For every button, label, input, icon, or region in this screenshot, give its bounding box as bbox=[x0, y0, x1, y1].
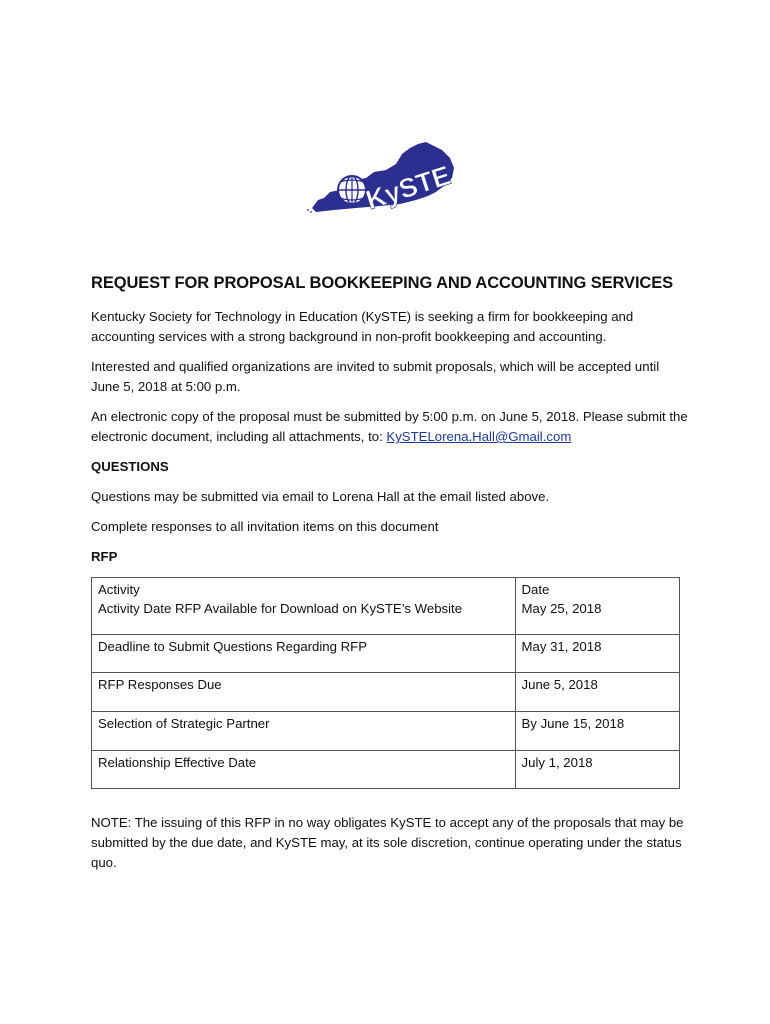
table-header-date: Date bbox=[521, 582, 550, 597]
invitation-paragraph: Interested and qualified organizations are invited to submit proposals, which will be accepted until June 5, 2018 at 5:00 p.m. bbox=[91, 359, 660, 394]
document-title: REQUEST FOR PROPOSAL BOOKKEEPING AND ACCOUNTING SERVICES bbox=[91, 274, 674, 292]
submission-paragraph bbox=[91, 407, 691, 447]
table-row bbox=[92, 578, 680, 635]
rfp-heading: RFP bbox=[91, 549, 118, 564]
table-cell-date: June 5, 2018 bbox=[515, 673, 679, 712]
table-cell-activity: Relationship Effective Date bbox=[92, 751, 516, 789]
table-cell-activity: Selection of Strategic Partner bbox=[92, 712, 516, 751]
table-cell-activity: Deadline to Submit Questions Regarding RFP bbox=[92, 635, 516, 673]
submission-text: An electronic copy of the proposal must be submitted by 5:00 p.m. on June 5, 2018. Please submit the electronic document, including all attachments, to: bbox=[91, 409, 688, 444]
table-row bbox=[92, 673, 680, 712]
intro-paragraph: Kentucky Society for Technology in Education (KySTE) is seeking a firm for bookkeeping and accounting services with a strong background in non-profit bookkeeping and accounting. bbox=[91, 309, 634, 344]
table-cell-activity: RFP Responses Due bbox=[92, 673, 516, 712]
table-cell-date bbox=[515, 578, 679, 635]
table-row bbox=[92, 712, 680, 751]
table-cell-activity-text: Activity Date RFP Available for Download on KySTE’s Website bbox=[98, 601, 463, 616]
kyste-logo bbox=[304, 136, 466, 216]
disclaimer-note: NOTE: The issuing of this RFP in no way obligates KySTE to accept any of the proposals that may be submitted by the due date, and KySTE may, at its sole discretion, continue operating under the status quo. bbox=[91, 815, 684, 870]
table-cell-activity bbox=[92, 578, 516, 635]
complete-responses-paragraph: Complete responses to all invitation items on this document bbox=[91, 519, 439, 534]
table-row bbox=[92, 751, 680, 789]
document-body bbox=[91, 274, 691, 883]
table-header-activity: Activity bbox=[98, 582, 140, 597]
rfp-schedule-table bbox=[91, 577, 680, 789]
email-link[interactable]: KySTELorena.Hall@Gmail.com bbox=[386, 429, 572, 444]
questions-paragraph: Questions may be submitted via email to Lorena Hall at the email listed above. bbox=[91, 489, 550, 504]
kentucky-map-globe-icon bbox=[304, 136, 466, 216]
table-row bbox=[92, 635, 680, 673]
logo-wordmark: KySTE bbox=[362, 160, 455, 216]
table-cell-date: By June 15, 2018 bbox=[515, 712, 679, 751]
table-cell-date: May 31, 2018 bbox=[515, 635, 679, 673]
questions-heading: QUESTIONS bbox=[91, 459, 169, 474]
table-cell-date: July 1, 2018 bbox=[515, 751, 679, 789]
table-cell-date-text: May 25, 2018 bbox=[521, 601, 602, 616]
